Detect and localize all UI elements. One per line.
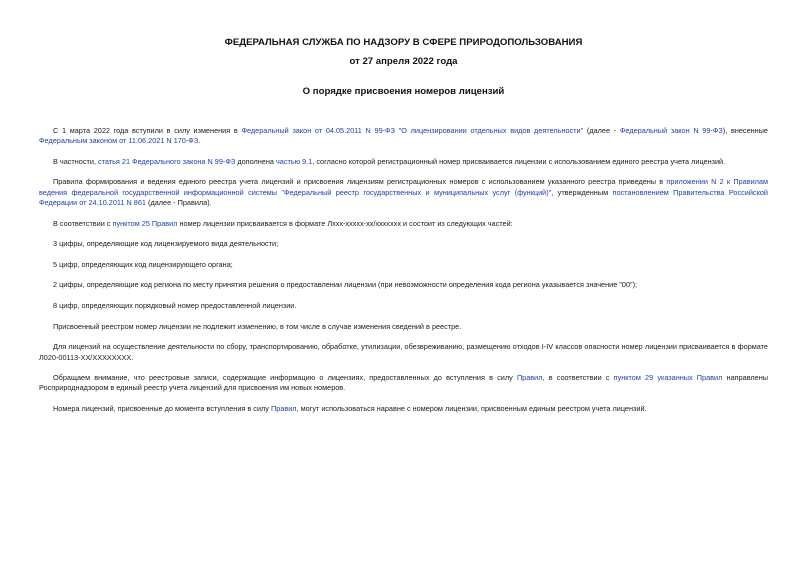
paragraph-text: С 1 марта 2022 года вступили в силу изменения в (53, 126, 242, 135)
paragraph-text: Обращаем внимание, что реестровые записи, содержащие информацию о лицензиях, предоставленных до вступления в силу (53, 373, 517, 383)
law-99-fz-link[interactable]: Федеральный закон от 04.05.2011 N 99-ФЗ "О лицензировании отдельных видов деятельности" (241, 126, 584, 135)
paragraph-3 (39, 177, 768, 208)
agency-heading: ФЕДЕРАЛЬНАЯ СЛУЖБА ПО НАДЗОРУ В СФЕРЕ ПРИРОДОПОЛЬЗОВАНИЯ (224, 37, 583, 48)
paragraph-10: Для лицензий на осуществление деятельности по сбору, транспортированию, обработке, утилизации, обезвреживанию, размещению отходов I-IV классов опасности номер лицензии присваивается в формате Л020-00113-XX/XXXXXXXX. (39, 342, 768, 362)
rules-link[interactable]: Правил (516, 373, 543, 383)
paragraph-text: (далее - (583, 126, 620, 135)
paragraph-text: В частности, (53, 156, 98, 166)
paragraph-1 (39, 126, 768, 147)
paragraph-text: . (198, 136, 201, 146)
rule-25-link[interactable]: пунктом 25 Правил (112, 218, 178, 228)
paragraph-text: Номера лицензий, присвоенные до момента вступления в силу (53, 404, 271, 414)
document-body (39, 126, 768, 425)
paragraph-text: Правила формирования и ведения единого реестра учета лицензий и присвоения лицензиям регистрационных номеров с использованием указанного реестра приведены в (53, 177, 667, 187)
paragraph-text: В соответствии с (53, 218, 113, 228)
law-170-fz-link[interactable]: Федеральным законом от 11.06.2021 N 170-ФЗ (39, 136, 199, 146)
paragraph-7: 2 цифры, определяющие код региона по месту принятия решения о предоставлении лицензии (при невозможности определения кода региона указывается значение "00"); (53, 280, 638, 290)
paragraph-text: , утвержденным (551, 187, 613, 197)
paragraph-text: дополнена (235, 156, 276, 166)
paragraph-text: номер лицензии присваивается в формате Лххх-ххххх-хх/ххххххх и состоит из следующих частей: (177, 218, 513, 228)
paragraph-5: 3 цифры, определяющие код лицензируемого вида деятельности; (53, 239, 279, 249)
paragraph-8: 8 цифр, определяющих порядковый номер предоставленной лицензии. (53, 301, 297, 311)
government-decree-link[interactable]: постановлением Правительства Российской Федерации от 24.10.2011 N 861 (39, 187, 768, 208)
paragraph-text: , согласно которой регистрационный номер присваивается лицензии с использованием единого реестра учета лицензий. (312, 156, 726, 166)
paragraph-4 (39, 219, 768, 229)
paragraph-text: (далее - Правила). (145, 198, 212, 208)
part-9-1-link[interactable]: частью 9.1 (275, 156, 313, 166)
paragraph-text: , в соответствии с (542, 373, 614, 383)
paragraph-2 (39, 157, 768, 167)
paragraph-text: ), внесенные (722, 126, 768, 135)
appendix-2-link[interactable]: приложении N 2 к Правилам ведения федеральной государственной информационной системы "Федеральный реестр государственных и муниципальных услуг (функций)" (39, 177, 768, 197)
paragraph-12 (39, 404, 768, 414)
paragraph-text: направлены Росприроднадзором в единый реестр учета лицензий для присвоения им новых номеров. (39, 373, 769, 393)
paragraph-9: Присвоенный реестром номер лицензии не подлежит изменению, в том числе в случае изменения сведений в реестре. (53, 321, 462, 331)
rule-29-link[interactable]: пунктом 29 указанных Правил (613, 373, 723, 383)
paragraph-text: , могут использоваться наравне с номером лицензии, присвоенным единым реестром учета лицензий. (296, 404, 647, 414)
paragraph-11 (39, 373, 768, 394)
document-title: О порядке присвоения номеров лицензий (302, 86, 505, 97)
rules-link[interactable]: Правил (270, 404, 297, 414)
article-21-link[interactable]: статья 21 Федерального закона N 99-ФЗ (97, 156, 236, 166)
paragraph-6: 5 цифр, определяющих код лицензирующего органа; (53, 259, 233, 269)
law-99-fz-short-link[interactable]: Федеральный закон N 99-ФЗ (619, 126, 723, 135)
document-date: от 27 апреля 2022 года (349, 56, 458, 67)
